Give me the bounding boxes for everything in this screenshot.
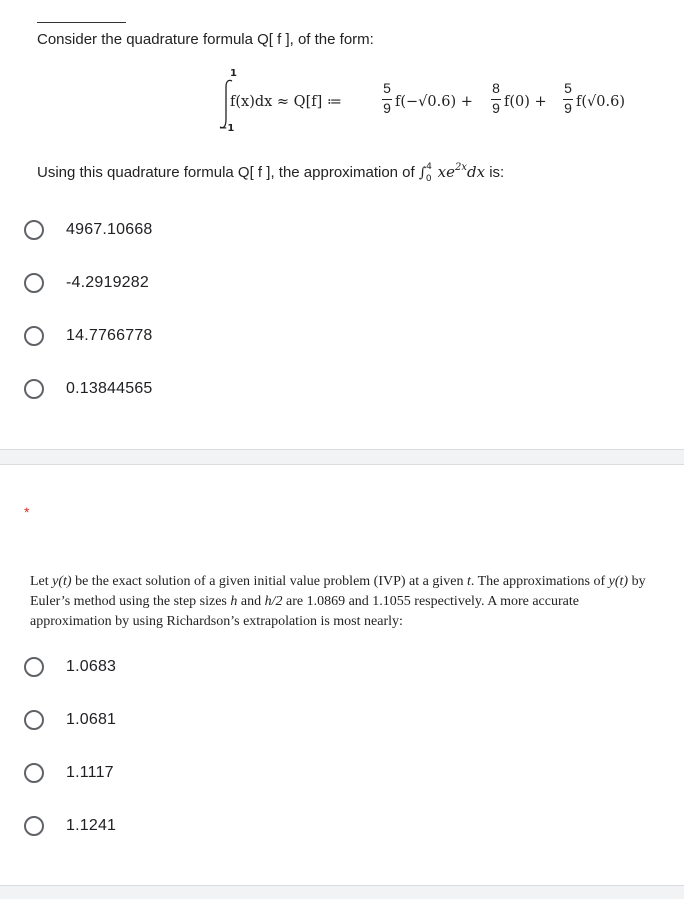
formula-lhs: f(x)dx ≈ Q[f] ≔	[230, 94, 342, 110]
radio-button[interactable]	[24, 379, 44, 399]
bottom-divider	[0, 885, 684, 899]
prompt-text-before: Using this quadrature formula Q[ f ], the approximation of	[37, 164, 419, 181]
q2-option-1[interactable]	[24, 654, 116, 680]
q2-option-3[interactable]	[24, 760, 114, 786]
question1-prompt	[37, 162, 505, 184]
q1-option-4[interactable]	[24, 376, 153, 402]
small-integral-lower: 0	[425, 174, 432, 184]
option-label: 1.0683	[66, 658, 117, 675]
q2-text-part: be the exact solution of a given initial value problem (IVP) at a given	[71, 574, 467, 589]
option-label: 4967.10668	[66, 221, 153, 238]
q1-option-2[interactable]	[24, 270, 149, 296]
q2-text-part: are 1.0869 and 1.1055 respectively. A more accurate approximation by using Richardson’s extrapolation is most nearly:	[30, 594, 579, 629]
formula-term1: f(−√0.6) +	[395, 94, 473, 110]
frac1-denominator: 9	[383, 100, 391, 116]
section-divider	[0, 449, 684, 465]
frac2-denominator: 9	[492, 100, 500, 116]
option-label: 1.0681	[66, 711, 117, 728]
required-asterisk: *	[24, 504, 30, 520]
frac3-denominator: 9	[564, 100, 572, 116]
formula-term3: f(√0.6)	[576, 94, 625, 110]
radio-button[interactable]	[24, 657, 44, 677]
q2-math-yt: y(t)	[608, 574, 629, 589]
q2-math-h-half: h/2	[264, 594, 283, 609]
radio-button[interactable]	[24, 220, 44, 240]
frac2-numerator: 8	[492, 80, 500, 96]
prompt-integrand: xe	[437, 163, 455, 181]
question2-text	[30, 572, 658, 632]
q2-math-h: h	[230, 594, 238, 609]
option-label: 0.13844565	[66, 380, 153, 397]
option-label: 14.7766778	[66, 327, 153, 344]
radio-button[interactable]	[24, 710, 44, 730]
formula-term2: f(0) +	[504, 94, 547, 110]
frac3-numerator: 5	[564, 80, 572, 96]
q2-text-part: . The approximations of	[470, 574, 609, 589]
question1-title: Consider the quadrature formula Q[ f ], of the form:	[37, 31, 374, 48]
integral-lower-limit: −1	[219, 123, 235, 134]
q2-option-4[interactable]	[24, 813, 116, 839]
prompt-exponent: 2x	[454, 162, 467, 173]
q2-text-part: and	[237, 594, 265, 609]
top-rule	[37, 22, 126, 23]
q1-option-1[interactable]	[24, 217, 153, 243]
q2-text-part: by Euler’s method using the step sizes	[30, 574, 646, 609]
q1-option-3[interactable]	[24, 323, 153, 349]
radio-button[interactable]	[24, 326, 44, 346]
frac1-numerator: 5	[383, 80, 391, 96]
prompt-text-after: is:	[485, 164, 505, 181]
radio-button[interactable]	[24, 816, 44, 836]
option-label: 1.1241	[66, 817, 117, 834]
option-label: -4.2919282	[66, 274, 149, 291]
small-integral-upper: 4	[426, 162, 432, 172]
quadrature-formula	[205, 66, 665, 141]
prompt-dx: dx	[466, 163, 486, 181]
option-label: 1.1117	[66, 764, 114, 781]
q2-math-yt: y(t)	[52, 574, 72, 589]
radio-button[interactable]	[24, 273, 44, 293]
q2-text-part: Let	[30, 574, 53, 589]
q2-option-2[interactable]	[24, 707, 116, 733]
integral-upper-limit: 1	[230, 68, 237, 79]
radio-button[interactable]	[24, 763, 44, 783]
q2-math-t: t	[466, 574, 471, 589]
small-integral-sign: ∫	[418, 165, 427, 181]
